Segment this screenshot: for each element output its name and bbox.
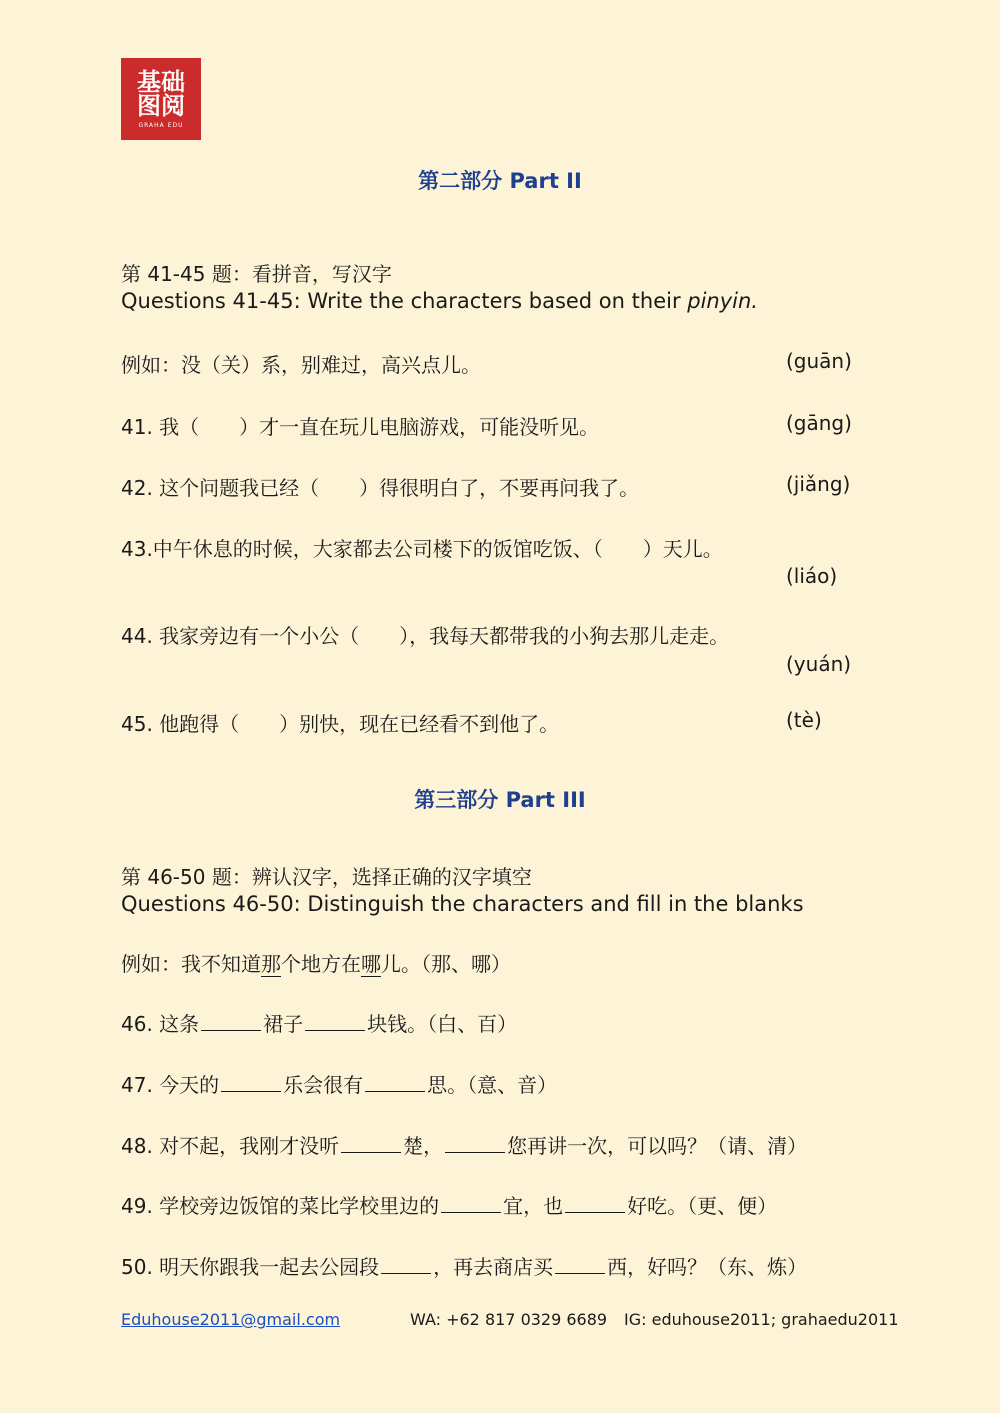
part2-example-pinyin: (guān) bbox=[786, 349, 852, 373]
question-42: 42. 这个问题我已经（ ）得很明白了，不要再问我了。 bbox=[121, 476, 640, 500]
question-text: 西，好吗？（东、炼） bbox=[607, 1255, 808, 1279]
footer-email-link[interactable]: Eduhouse2011@gmail.com bbox=[121, 1310, 341, 1329]
answer-blank[interactable] bbox=[381, 1253, 431, 1274]
part2-example: 例如：没（关）系，别难过，高兴点儿。 bbox=[121, 353, 481, 377]
question-41: 41. 我（ ）才一直在玩儿电脑游戏，可能没听见。 bbox=[121, 415, 600, 439]
logo-char: 基 bbox=[137, 67, 161, 96]
instruction-en-italic: pinyin. bbox=[687, 289, 758, 313]
question-text: ，再去商店买 bbox=[433, 1255, 554, 1279]
footer-instagram: IG: eduhouse2011; grahaedu2011 bbox=[624, 1310, 899, 1329]
part2-instruction-cn: 第 41-45 题：看拼音，写汉字 bbox=[121, 262, 392, 286]
answer-blank[interactable] bbox=[365, 1071, 425, 1092]
question-text: 乐会很有 bbox=[283, 1073, 364, 1097]
logo-char: 阅 bbox=[161, 91, 185, 120]
answer-blank[interactable] bbox=[441, 1192, 501, 1213]
example-text: 例如：我不知道 bbox=[121, 952, 261, 976]
question-text: 思。（意、音） bbox=[427, 1073, 558, 1097]
question-text: 您再讲一次，可以吗？（请、清） bbox=[507, 1134, 808, 1158]
part3-title: 第三部分 Part III bbox=[414, 788, 586, 812]
pinyin-42: (jiǎng) bbox=[786, 472, 851, 496]
answer-blank[interactable] bbox=[221, 1071, 281, 1092]
part3-instruction-en: Questions 46-50: Distinguish the characters and fill in the blanks bbox=[121, 892, 804, 916]
example-underlined: 哪 bbox=[361, 952, 381, 976]
question-text: 47. 今天的 bbox=[121, 1073, 220, 1097]
question-text: 块钱。（白、百） bbox=[367, 1012, 518, 1036]
question-text: 好吃。（更、便） bbox=[627, 1194, 778, 1218]
question-48 bbox=[121, 1130, 807, 1159]
question-text: 宜，也 bbox=[503, 1194, 564, 1218]
example-text: 个地方在 bbox=[281, 952, 361, 976]
logo-seal bbox=[137, 67, 185, 120]
question-text: 46. 这条 bbox=[121, 1012, 200, 1036]
question-47 bbox=[121, 1069, 557, 1098]
part3-instruction-cn: 第 46-50 题：辨认汉字，选择正确的汉字填空 bbox=[121, 865, 532, 889]
logo-char: 图 bbox=[137, 91, 161, 120]
question-text: 裙子 bbox=[263, 1012, 304, 1036]
part2-instruction-en bbox=[121, 289, 758, 313]
question-text: 楚， bbox=[403, 1134, 444, 1158]
example-text: 儿。（那、哪） bbox=[381, 952, 511, 976]
question-text: 49. 学校旁边饭馆的菜比学校里边的 bbox=[121, 1194, 440, 1218]
pinyin-44: (yuán) bbox=[786, 652, 852, 676]
footer-whatsapp: WA: +62 817 0329 6689 bbox=[410, 1310, 608, 1329]
question-text: 50. 明天你跟我一起去公园段 bbox=[121, 1255, 380, 1279]
question-text: 48. 对不起，我刚才没听 bbox=[121, 1134, 340, 1158]
answer-blank[interactable] bbox=[305, 1010, 365, 1031]
answer-blank[interactable] bbox=[341, 1132, 401, 1153]
example-underlined: 那 bbox=[261, 952, 281, 976]
pinyin-41: (gāng) bbox=[786, 411, 852, 435]
logo-subtitle: GRAHA EDU bbox=[138, 121, 184, 129]
question-44: 44. 我家旁边有一个小公（ ），我每天都带我的小狗去那儿走走。 bbox=[121, 624, 730, 648]
question-49 bbox=[121, 1190, 777, 1219]
answer-blank[interactable] bbox=[565, 1192, 625, 1213]
pinyin-45: (tè) bbox=[786, 708, 822, 732]
part2-title: 第二部分 Part II bbox=[418, 169, 582, 193]
question-46 bbox=[121, 1008, 517, 1037]
logo bbox=[121, 58, 201, 140]
answer-blank[interactable] bbox=[201, 1010, 261, 1031]
question-45: 45. 他跑得（ ）别快，现在已经看不到他了。 bbox=[121, 712, 560, 736]
pinyin-43: (liáo) bbox=[786, 564, 838, 588]
question-43: 43.中午休息的时候，大家都去公司楼下的饭馆吃饭、（ ）天儿。 bbox=[121, 537, 723, 561]
answer-blank[interactable] bbox=[445, 1132, 505, 1153]
question-50 bbox=[121, 1251, 807, 1280]
part3-example bbox=[121, 948, 511, 977]
logo-char: 础 bbox=[161, 67, 185, 96]
instruction-en-text: Questions 41-45: Write the characters based on their bbox=[121, 289, 688, 313]
answer-blank[interactable] bbox=[555, 1253, 605, 1274]
